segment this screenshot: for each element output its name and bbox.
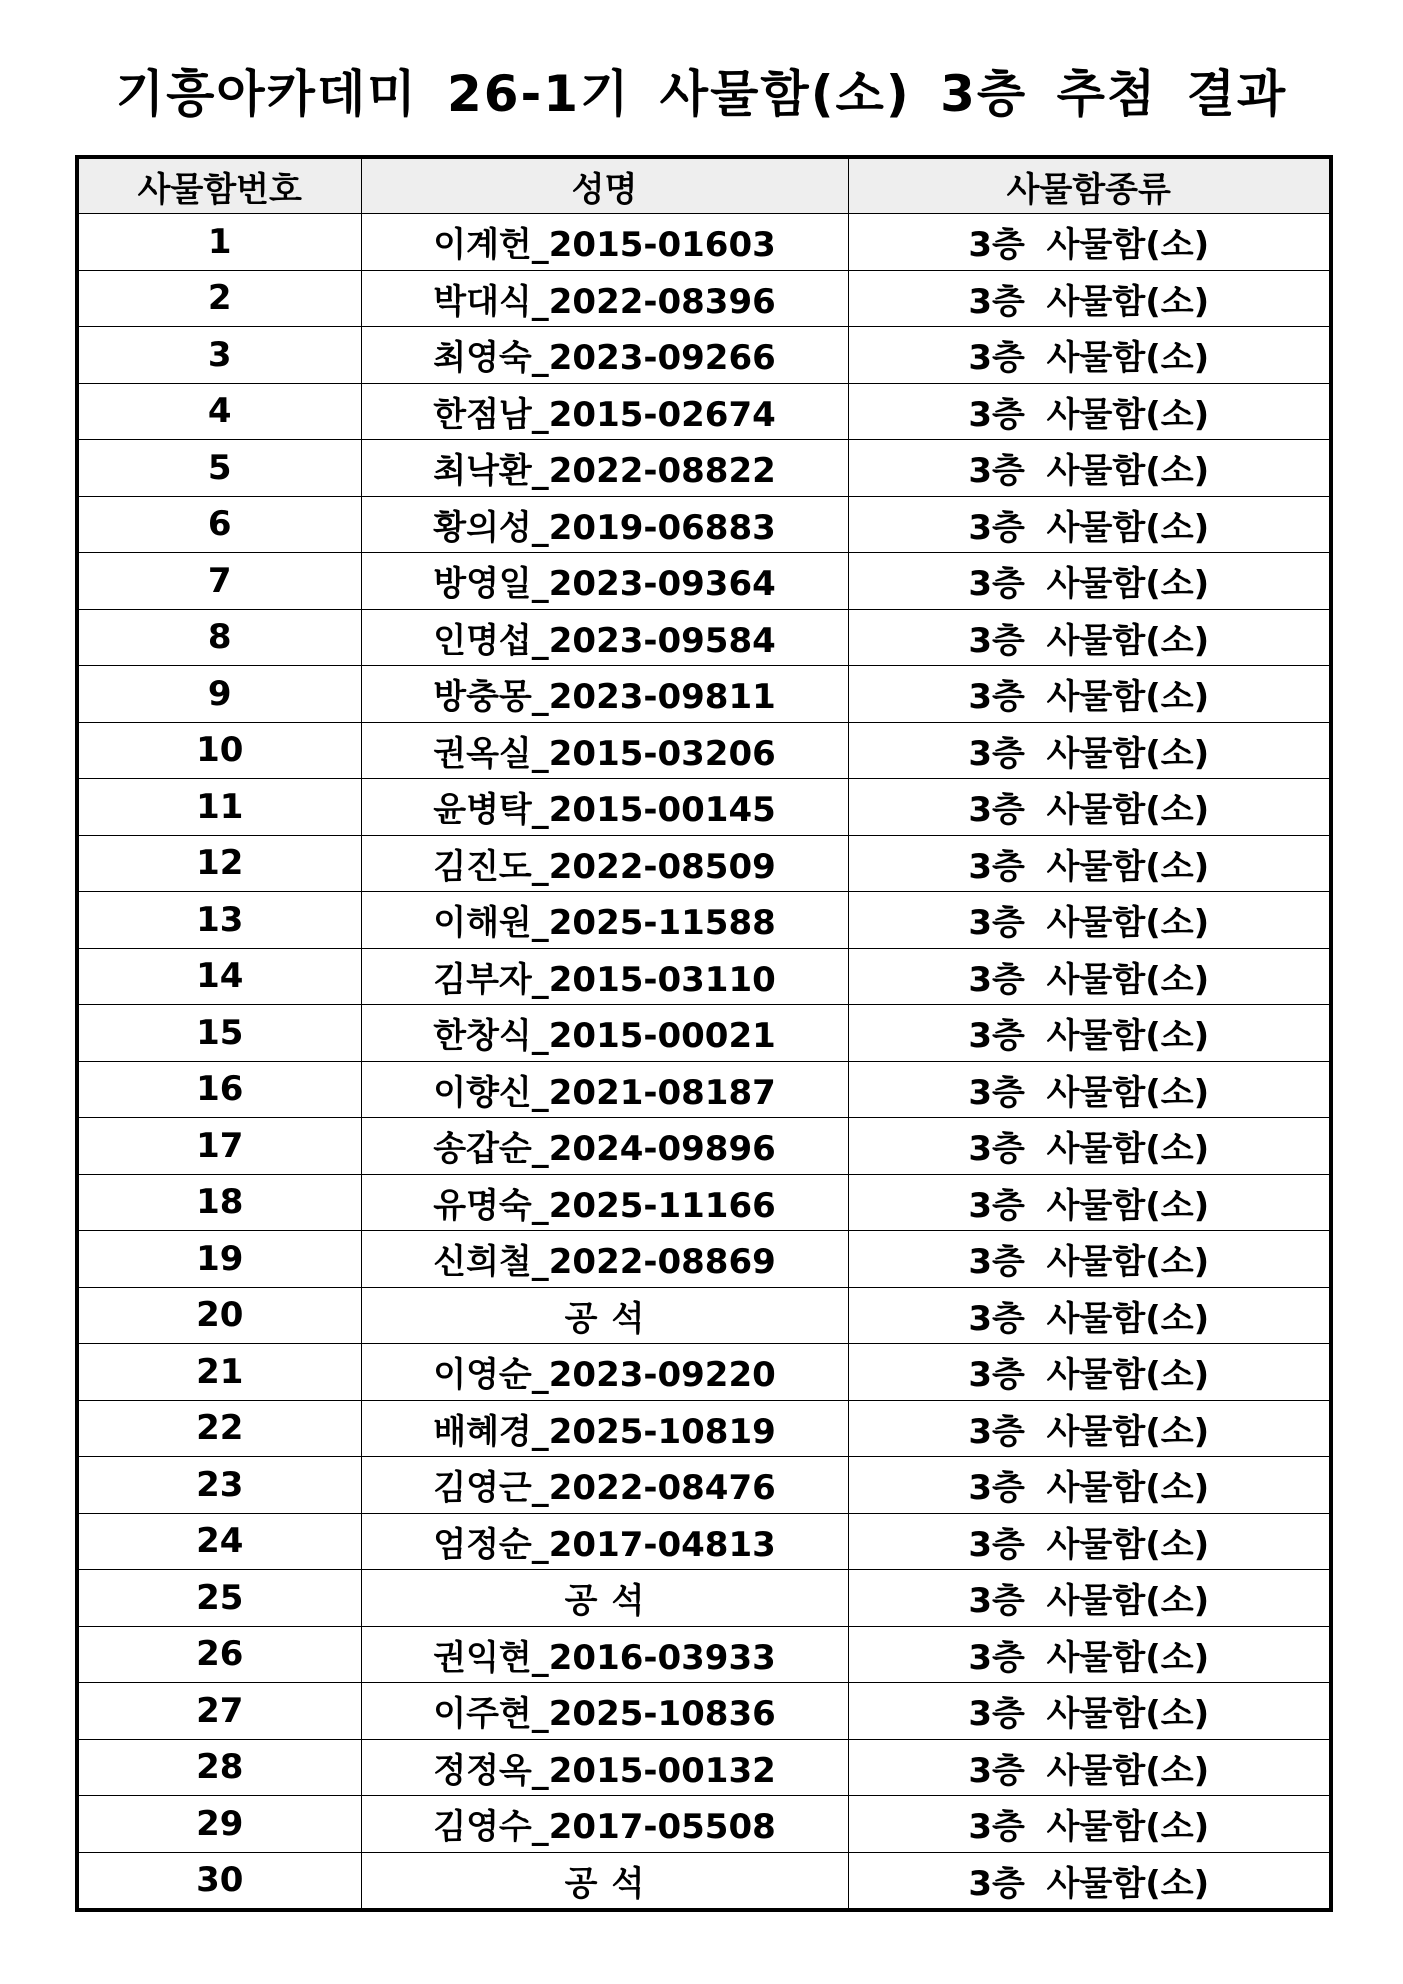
assignee-name-cell: 인명섭_2023-09584	[361, 609, 848, 666]
table-row	[79, 892, 1329, 949]
table-row	[79, 553, 1329, 610]
table-row	[79, 722, 1329, 779]
locker-type-cell: 3층 사물함(소)	[848, 1626, 1329, 1683]
locker-type-cell: 3층 사물함(소)	[848, 214, 1329, 271]
table-row	[79, 1513, 1329, 1570]
locker-number-cell: 29	[79, 1796, 361, 1853]
lottery-result-table	[79, 159, 1329, 1908]
locker-type-cell: 3층 사물함(소)	[848, 1570, 1329, 1627]
table-row	[79, 1344, 1329, 1401]
assignee-name-cell: 박대식_2022-08396	[361, 270, 848, 327]
assignee-name-cell: 황의성_2019-06883	[361, 496, 848, 553]
assignee-name-cell: 권익현_2016-03933	[361, 1626, 848, 1683]
locker-number-cell: 27	[79, 1683, 361, 1740]
locker-number-cell: 10	[79, 722, 361, 779]
locker-number-cell: 22	[79, 1400, 361, 1457]
locker-type-cell: 3층 사물함(소)	[848, 1852, 1329, 1908]
table-row	[79, 327, 1329, 384]
locker-type-cell: 3층 사물함(소)	[848, 1683, 1329, 1740]
assignee-name-cell: 김부자_2015-03110	[361, 948, 848, 1005]
locker-number-cell: 24	[79, 1513, 361, 1570]
table-row	[79, 779, 1329, 836]
table-row	[79, 496, 1329, 553]
locker-type-cell: 3층 사물함(소)	[848, 892, 1329, 949]
locker-number-cell: 21	[79, 1344, 361, 1401]
locker-type-cell: 3층 사물함(소)	[848, 1457, 1329, 1514]
assignee-name-cell: 정정옥_2015-00132	[361, 1739, 848, 1796]
header-name: 성명	[361, 159, 848, 214]
table-header-row	[79, 159, 1329, 214]
locker-type-cell: 3층 사물함(소)	[848, 779, 1329, 836]
locker-type-cell: 3층 사물함(소)	[848, 1005, 1329, 1062]
locker-number-cell: 3	[79, 327, 361, 384]
locker-type-cell: 3층 사물함(소)	[848, 1061, 1329, 1118]
assignee-name-cell: 신희철_2022-08869	[361, 1231, 848, 1288]
locker-type-cell: 3층 사물함(소)	[848, 609, 1329, 666]
assignee-name-cell: 공석	[361, 1570, 848, 1627]
locker-number-cell: 23	[79, 1457, 361, 1514]
table-row	[79, 948, 1329, 1005]
locker-number-cell: 30	[79, 1852, 361, 1908]
table-row	[79, 1683, 1329, 1740]
assignee-name-cell: 이영순_2023-09220	[361, 1344, 848, 1401]
locker-type-cell: 3층 사물함(소)	[848, 1118, 1329, 1175]
assignee-name-cell: 방충몽_2023-09811	[361, 666, 848, 723]
locker-number-cell: 4	[79, 383, 361, 440]
assignee-name-cell: 윤병탁_2015-00145	[361, 779, 848, 836]
locker-number-cell: 19	[79, 1231, 361, 1288]
table-row	[79, 1118, 1329, 1175]
assignee-name-cell: 최영숙_2023-09266	[361, 327, 848, 384]
locker-type-cell: 3층 사물함(소)	[848, 440, 1329, 497]
locker-number-cell: 11	[79, 779, 361, 836]
locker-number-cell: 6	[79, 496, 361, 553]
table-row	[79, 609, 1329, 666]
assignee-name-cell: 한창식_2015-00021	[361, 1005, 848, 1062]
assignee-name-cell: 유명숙_2025-11166	[361, 1174, 848, 1231]
table-row	[79, 214, 1329, 271]
assignee-name-cell: 이계헌_2015-01603	[361, 214, 848, 271]
table-row	[79, 383, 1329, 440]
table-body	[79, 214, 1329, 1909]
locker-type-cell: 3층 사물함(소)	[848, 1174, 1329, 1231]
table-row	[79, 1796, 1329, 1853]
assignee-name-cell: 송갑순_2024-09896	[361, 1118, 848, 1175]
assignee-name-cell: 공석	[361, 1287, 848, 1344]
assignee-name-cell: 엄정순_2017-04813	[361, 1513, 848, 1570]
assignee-name-cell: 김영근_2022-08476	[361, 1457, 848, 1514]
table-row	[79, 440, 1329, 497]
locker-type-cell: 3층 사물함(소)	[848, 496, 1329, 553]
locker-type-cell: 3층 사물함(소)	[848, 383, 1329, 440]
assignee-name-cell: 김영수_2017-05508	[361, 1796, 848, 1853]
assignee-name-cell: 방영일_2023-09364	[361, 553, 848, 610]
locker-number-cell: 16	[79, 1061, 361, 1118]
locker-number-cell: 9	[79, 666, 361, 723]
lottery-result-table-frame	[75, 155, 1333, 1912]
table-row	[79, 1400, 1329, 1457]
locker-number-cell: 25	[79, 1570, 361, 1627]
locker-type-cell: 3층 사물함(소)	[848, 1400, 1329, 1457]
header-locker-type: 사물함종류	[848, 159, 1329, 214]
header-locker-number: 사물함번호	[79, 159, 361, 214]
table-row	[79, 835, 1329, 892]
locker-number-cell: 28	[79, 1739, 361, 1796]
table-row	[79, 270, 1329, 327]
locker-type-cell: 3층 사물함(소)	[848, 1513, 1329, 1570]
locker-number-cell: 14	[79, 948, 361, 1005]
locker-number-cell: 15	[79, 1005, 361, 1062]
assignee-name-cell: 이향신_2021-08187	[361, 1061, 848, 1118]
table-row	[79, 1061, 1329, 1118]
locker-type-cell: 3층 사물함(소)	[848, 1287, 1329, 1344]
locker-number-cell: 7	[79, 553, 361, 610]
locker-type-cell: 3층 사물함(소)	[848, 1231, 1329, 1288]
locker-type-cell: 3층 사물함(소)	[848, 1344, 1329, 1401]
table-row	[79, 1005, 1329, 1062]
assignee-name-cell: 최낙환_2022-08822	[361, 440, 848, 497]
table-row	[79, 1174, 1329, 1231]
locker-type-cell: 3층 사물함(소)	[848, 1796, 1329, 1853]
table-row	[79, 1287, 1329, 1344]
locker-type-cell: 3층 사물함(소)	[848, 270, 1329, 327]
locker-type-cell: 3층 사물함(소)	[848, 722, 1329, 779]
page-title: 기흥아카데미 26-1기 사물함(소) 3층 추첨 결과	[115, 65, 1288, 123]
locker-type-cell: 3층 사물함(소)	[848, 553, 1329, 610]
table-row	[79, 1457, 1329, 1514]
locker-number-cell: 8	[79, 609, 361, 666]
locker-type-cell: 3층 사물함(소)	[848, 1739, 1329, 1796]
locker-type-cell: 3층 사물함(소)	[848, 948, 1329, 1005]
locker-number-cell: 1	[79, 214, 361, 271]
table-row	[79, 1231, 1329, 1288]
locker-number-cell: 13	[79, 892, 361, 949]
locker-number-cell: 18	[79, 1174, 361, 1231]
assignee-name-cell: 권옥실_2015-03206	[361, 722, 848, 779]
locker-number-cell: 5	[79, 440, 361, 497]
locker-number-cell: 12	[79, 835, 361, 892]
locker-number-cell: 17	[79, 1118, 361, 1175]
locker-number-cell: 2	[79, 270, 361, 327]
assignee-name-cell: 김진도_2022-08509	[361, 835, 848, 892]
table-row	[79, 1570, 1329, 1627]
assignee-name-cell: 배혜경_2025-10819	[361, 1400, 848, 1457]
locker-type-cell: 3층 사물함(소)	[848, 666, 1329, 723]
locker-number-cell: 20	[79, 1287, 361, 1344]
assignee-name-cell: 한점남_2015-02674	[361, 383, 848, 440]
table-row	[79, 666, 1329, 723]
table-row	[79, 1626, 1329, 1683]
assignee-name-cell: 이해원_2025-11588	[361, 892, 848, 949]
table-row	[79, 1739, 1329, 1796]
assignee-name-cell: 이주현_2025-10836	[361, 1683, 848, 1740]
assignee-name-cell: 공석	[361, 1852, 848, 1908]
locker-type-cell: 3층 사물함(소)	[848, 835, 1329, 892]
locker-number-cell: 26	[79, 1626, 361, 1683]
table-row	[79, 1852, 1329, 1908]
locker-type-cell: 3층 사물함(소)	[848, 327, 1329, 384]
